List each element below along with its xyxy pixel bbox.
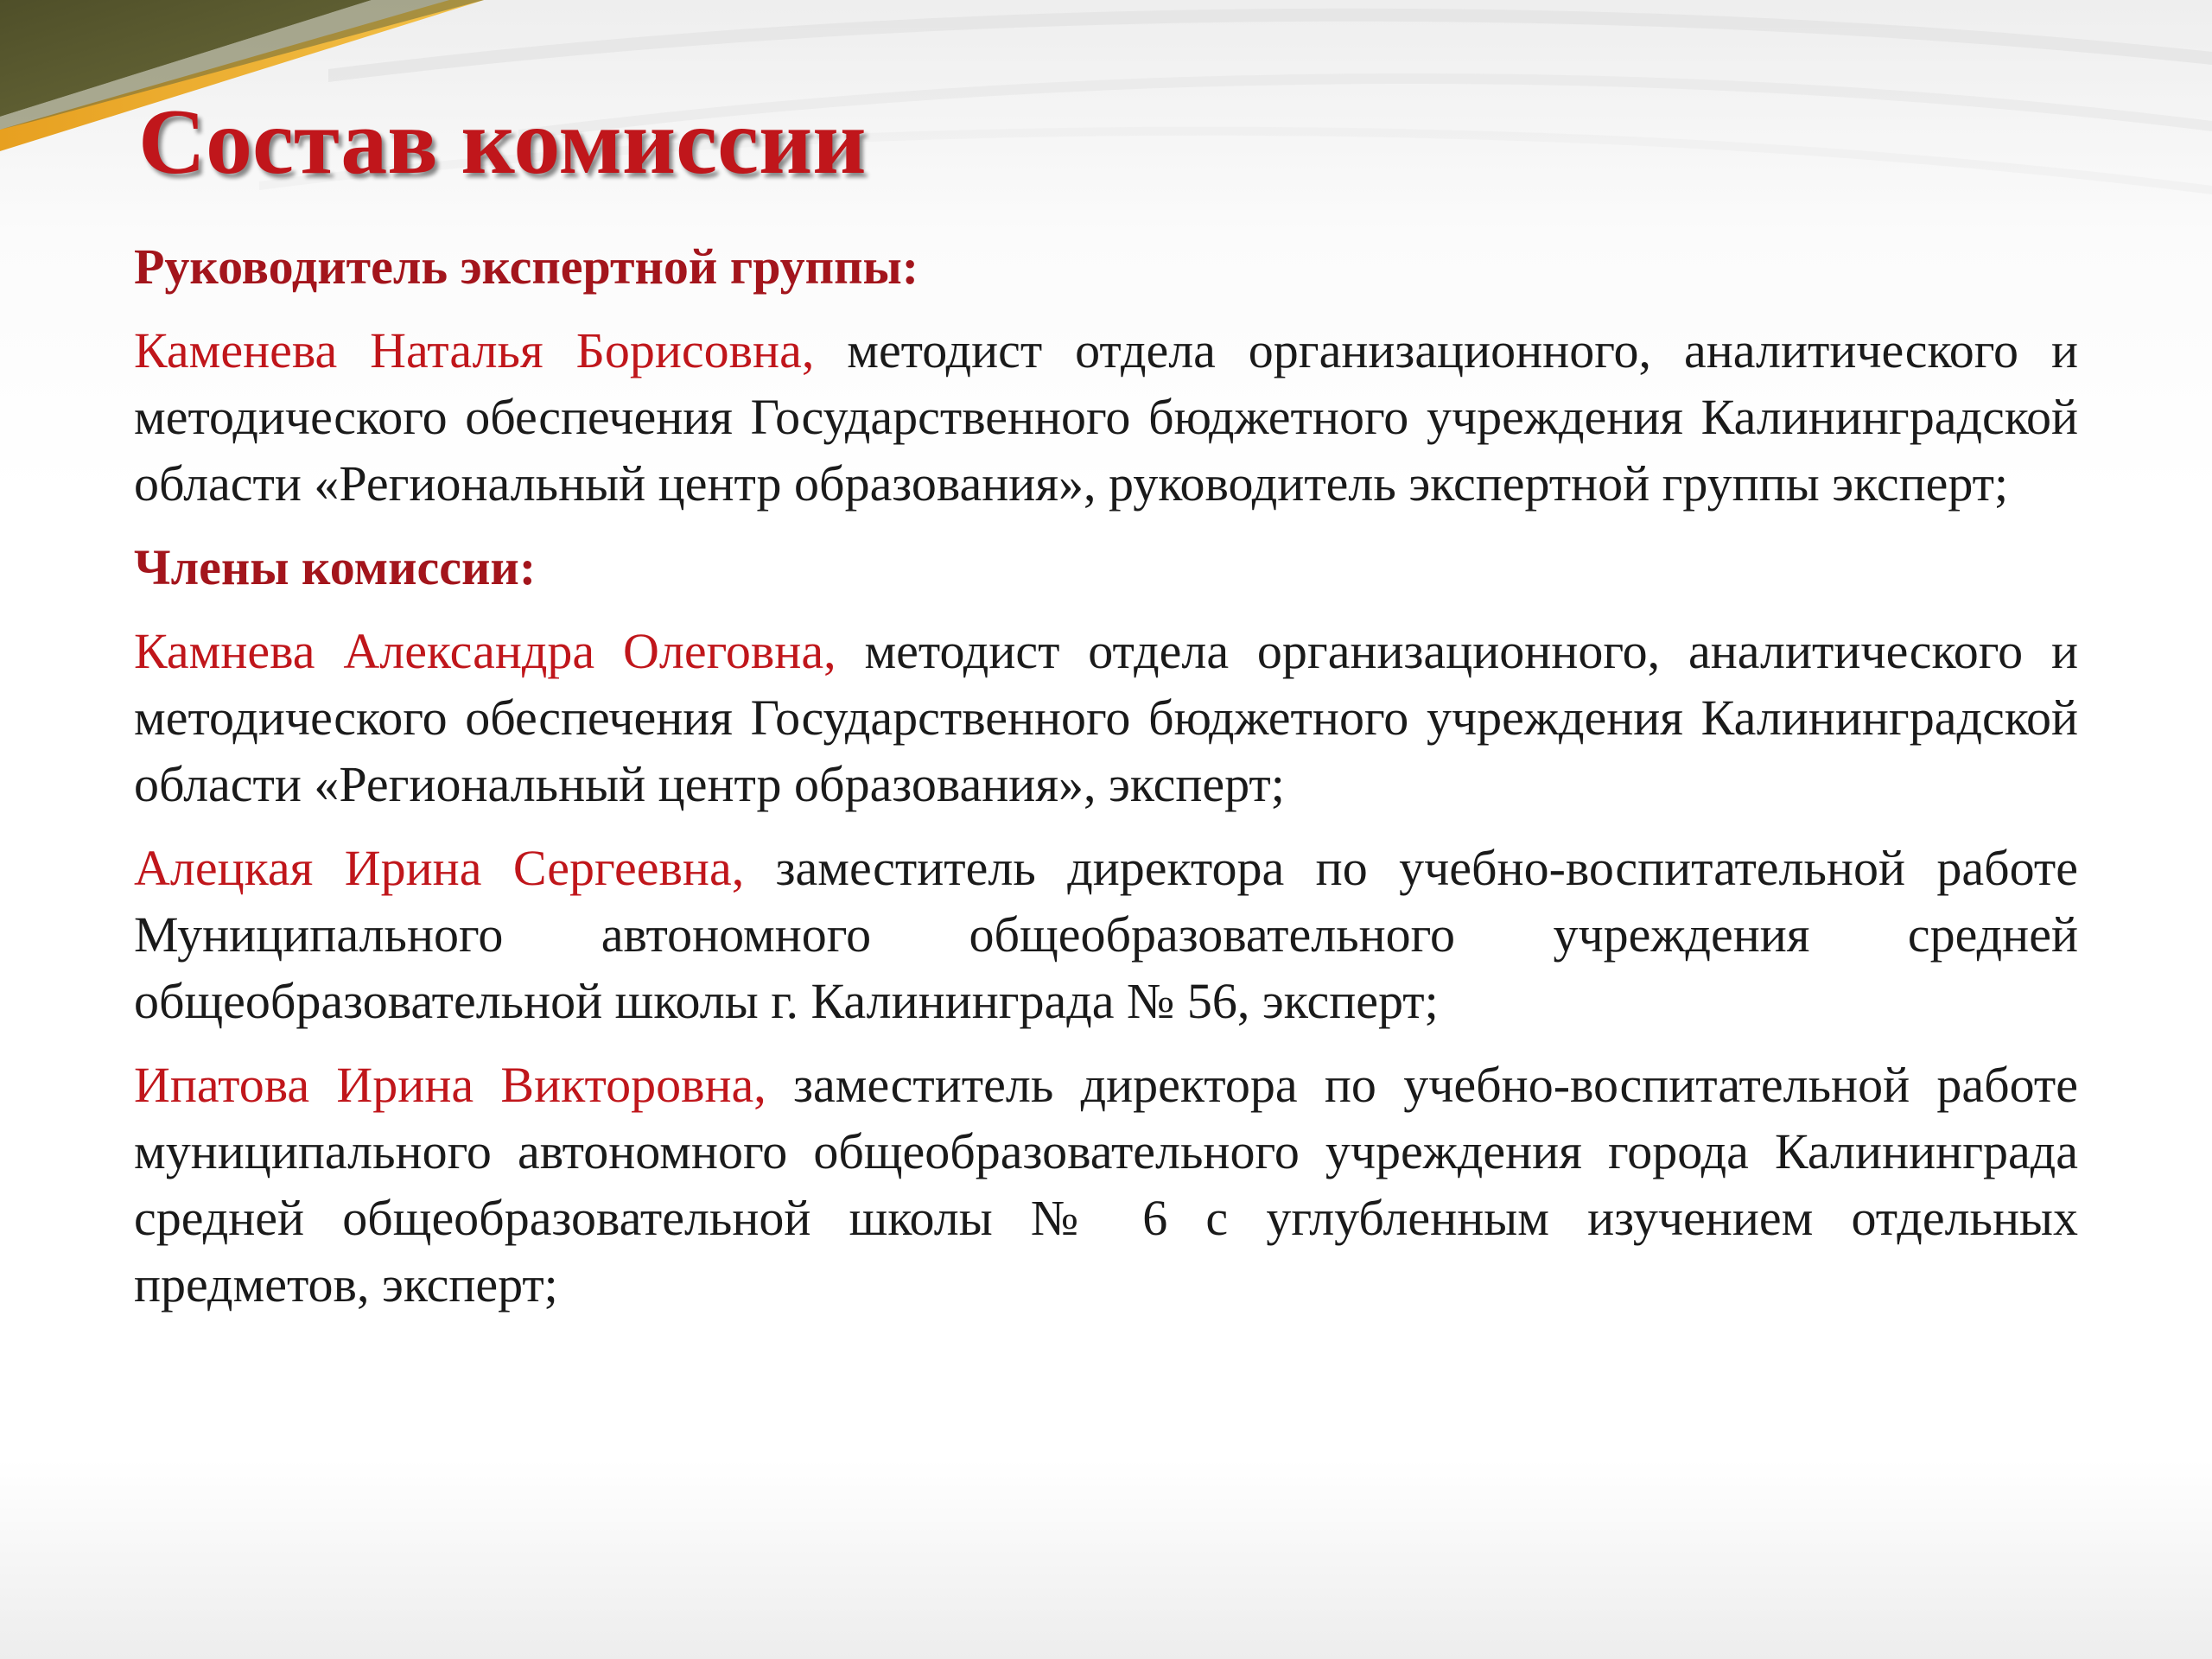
member-description: заместитель директора по учебно-воспитательной работе муниципального автономного общеобразовательного учреждения города Калининграда средней общеобразовательной школы № 6 с углубленным изучением отдельных предметов, эксперт; <box>134 1057 2078 1313</box>
leader-entry <box>134 317 2078 517</box>
leader-heading: Руководитель экспертной группы: <box>134 238 919 295</box>
members-heading: Члены комиссии: <box>134 539 537 595</box>
member-entry <box>134 835 2078 1034</box>
slide-title: Состав комиссии <box>138 91 867 194</box>
member-entry <box>134 1052 2078 1318</box>
leader-description: методист отдела организационного, аналитического и методического обеспечения Государственного бюджетного учреждения Калининградской области «Региональный центр образования», руководитель экспертной группы эксперт; <box>134 322 2078 512</box>
member-entry <box>134 618 2078 817</box>
member-name: Камнева Александра Олеговна, <box>134 623 836 679</box>
member-description: заместитель директора по учебно-воспитательной работе Муниципального автономного общеобразовательного учреждения средней общеобразовательной школы г. Калининграда № 56, эксперт; <box>134 840 2079 1029</box>
leader-name: Каменева Наталья Борисовна, <box>134 322 815 378</box>
member-description: методист отдела организационного, аналитического и методического обеспечения Государственного бюджетного учреждения Калининградской области «Региональный центр образования», эксперт; <box>134 623 2078 812</box>
member-name: Ипатова Ирина Викторовна, <box>134 1057 766 1113</box>
member-name: Алецкая Ирина Сергеевна, <box>134 840 745 896</box>
slide-content <box>134 233 2078 1335</box>
